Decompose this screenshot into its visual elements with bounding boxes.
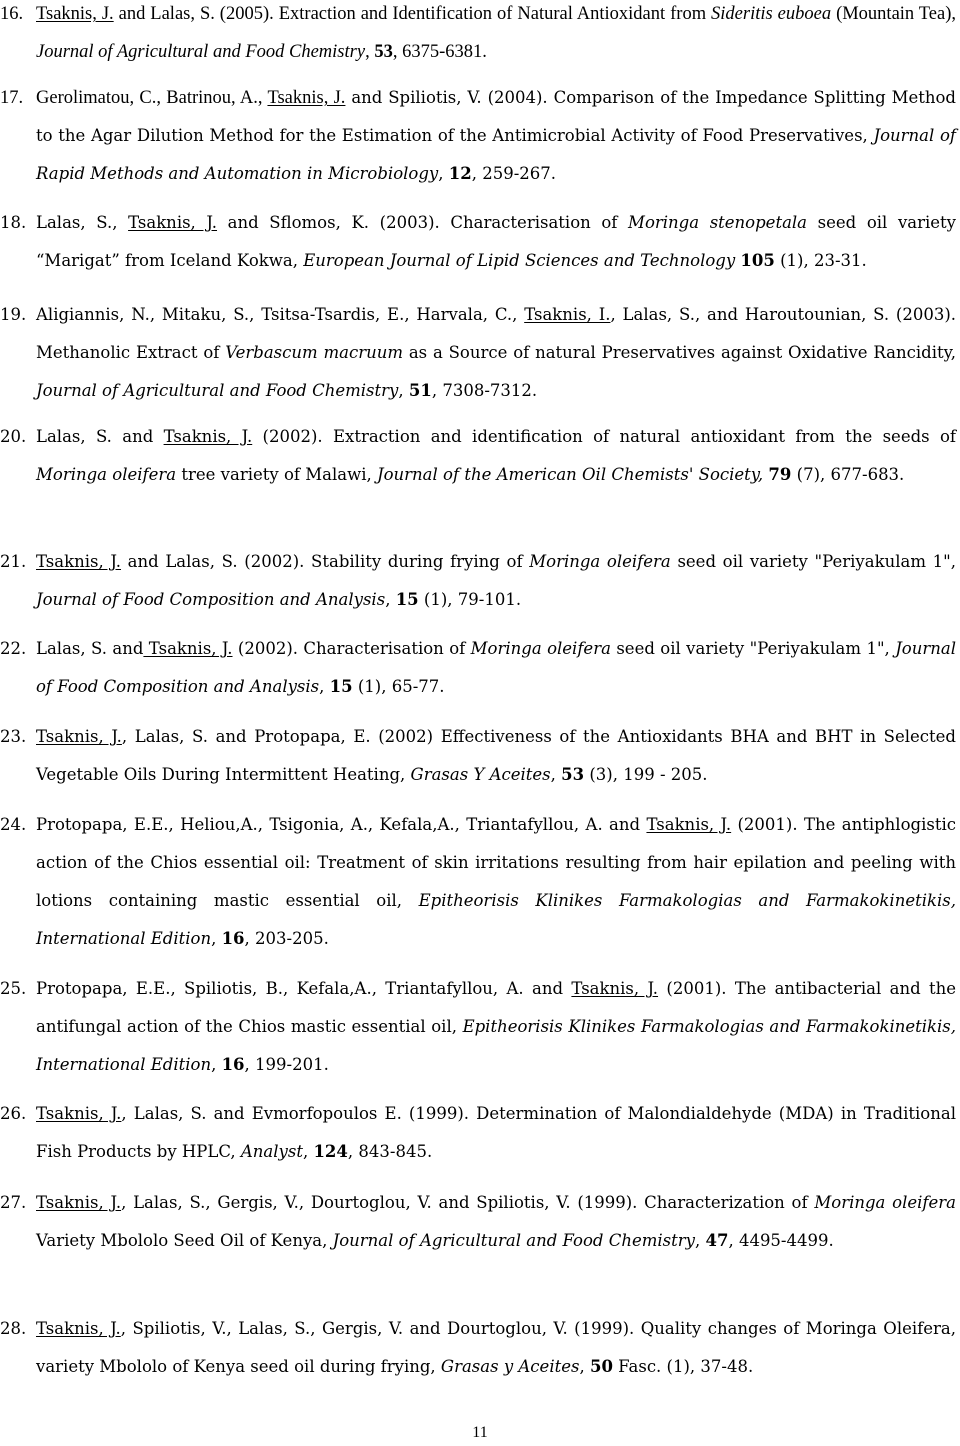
reference-volume: 15: [395, 590, 419, 609]
reference-item: [0, 204, 960, 280]
reference-title-rest: as a Source of natural Preservatives against Oxidative Rancidity,: [403, 343, 956, 362]
reference-volume: 79: [768, 465, 792, 484]
reference-volume: 53: [561, 765, 585, 784]
reference-volume: 12: [448, 164, 472, 183]
reference-authors-rest: and Sflomos, K. (2003). Characterisation of: [217, 213, 629, 232]
highlighted-author: Tsaknis, J.: [36, 552, 121, 571]
reference-pages: (7), 677-683.: [791, 465, 905, 484]
reference-pages: , 4495-4499.: [728, 1231, 834, 1250]
reference-authors-rest: (2001). The antibacterial and the antifungal action of the Chios mastic essential oil,: [36, 979, 956, 1036]
reference-journal: Grasas y Aceites: [440, 1357, 580, 1376]
reference-separator: ,: [211, 1055, 222, 1074]
highlighted-author: Tsaknis, I.: [524, 305, 611, 324]
reference-item: [0, 0, 960, 71]
reference-item: [0, 1184, 960, 1260]
reference-authors-rest: , Lalas, S., and Haroutounian, S. (2003). Methanolic Extract of: [36, 305, 957, 362]
reference-volume: 105: [740, 251, 775, 270]
reference-number: 26.: [0, 1104, 27, 1123]
reference-species: Moringa oleifera: [470, 639, 611, 658]
reference-separator: ,: [302, 1142, 314, 1161]
reference-number: 28.: [0, 1319, 27, 1338]
reference-item: [0, 79, 960, 193]
reference-item: [0, 718, 960, 794]
reference-authors: Lalas, S.,: [36, 213, 129, 232]
reference-journal: Journal of Agricultural and Food Chemistry: [36, 381, 399, 400]
reference-pages: , 199-201.: [244, 1055, 329, 1074]
reference-separator: ,: [550, 765, 562, 784]
reference-authors-rest: , Lalas, S., Gergis, V., Dourtoglou, V. and Spiliotis, V. (1999). Characterization of: [121, 1193, 815, 1212]
reference-item: [0, 1310, 960, 1386]
reference-journal: European Journal of Lipid Sciences and Technology: [303, 251, 736, 270]
reference-number: 20.: [0, 427, 27, 446]
highlighted-author: Tsaknis, J.: [143, 639, 233, 658]
reference-pages: , 203-205.: [244, 929, 329, 948]
reference-authors-rest: (2001). The antiphlogistic action of the Chios essential oil: Treatment of skin irritations resulting from hair epilation and peeling with lotions containing mastic essential oil,: [36, 815, 956, 910]
highlighted-author: Tsaknis, J.: [36, 1193, 122, 1212]
reference-item: [0, 1095, 960, 1171]
reference-authors: Lalas, S. and: [36, 427, 164, 446]
reference-authors: Lalas, S. and: [36, 639, 144, 658]
reference-number: 24.: [0, 815, 27, 834]
reference-pages: , 6375-6381.: [392, 42, 487, 62]
highlighted-author: Tsaknis, J.: [36, 1104, 122, 1123]
reference-number: 16.: [0, 4, 24, 24]
reference-journal: Analyst: [240, 1142, 303, 1161]
reference-title-rest: Variety Mbololo Seed Oil of Kenya,: [36, 1231, 333, 1250]
highlighted-author: Tsaknis, J.: [36, 727, 122, 746]
reference-pages: (3), 199 - 205.: [584, 765, 708, 784]
highlighted-author: Tsaknis, J.: [36, 1319, 121, 1338]
reference-number: 17.: [0, 88, 24, 108]
reference-journal: Journal of Agricultural and Food Chemistry: [332, 1231, 695, 1250]
reference-authors: Protopapa, E.E., Spiliotis, B., Kefala,A., Triantafyllou, A. and: [36, 979, 572, 998]
reference-pages: Fasc. (1), 37-48.: [612, 1357, 754, 1376]
reference-authors-rest: (2002). Extraction and identification of natural antioxidant from the seeds of: [252, 427, 956, 446]
reference-volume: 53: [374, 42, 393, 62]
reference-title-rest: seed oil variety "Periyakulam 1",: [670, 552, 956, 571]
reference-number: 18.: [0, 213, 27, 232]
reference-journal: Epitheorisis Klinikes Farmakologias and Farmakokinetikis, International Edition: [36, 1017, 957, 1074]
reference-species: Moringa stenopetala: [628, 213, 808, 232]
reference-volume: 16: [221, 1055, 245, 1074]
reference-number: 25.: [0, 979, 27, 998]
highlighted-author: Tsaknis, J.: [571, 979, 659, 998]
reference-number: 21.: [0, 552, 27, 571]
reference-journal: Epitheorisis Klinikes Farmakologias and Farmakokinetikis, International Edition: [36, 891, 956, 948]
reference-journal: Journal of Food Composition and Analysis: [36, 590, 386, 609]
reference-volume: 50: [589, 1357, 613, 1376]
reference-species: Moringa oleifera: [814, 1193, 956, 1212]
highlighted-author: Tsaknis, J.: [267, 88, 346, 108]
reference-separator: ,: [579, 1357, 590, 1376]
reference-journal: Grasas Y Aceites: [410, 765, 551, 784]
reference-number: 27.: [0, 1193, 27, 1212]
reference-authors: Aligiannis, N., Mitaku, S., Tsitsa-Tsardis, E., Harvala, C.,: [36, 305, 525, 324]
reference-item: [0, 418, 960, 494]
reference-journal: Journal of Rapid Methods and Automation in Microbiology: [36, 126, 956, 183]
reference-authors: Protopapa, E.E., Heliou,A., Tsigonia, A., Kefala,A., Triantafyllou, A. and: [36, 815, 647, 834]
reference-title-rest: seed oil variety "Periyakulam 1",: [610, 639, 896, 658]
reference-pages: , 7308-7312.: [431, 381, 538, 400]
reference-title-rest: tree variety of Malawi,: [176, 465, 377, 484]
reference-authors-rest: , Lalas, S. and Evmorfopoulos E. (1999). Determination of Malondialdehyde (MDA) in Traditional Fish Products by HPLC,: [36, 1104, 956, 1161]
reference-item: [0, 806, 960, 958]
reference-journal: Journal of Food Composition and Analysis: [36, 639, 956, 696]
reference-separator: ,: [438, 164, 449, 183]
reference-number: 23.: [0, 727, 27, 746]
reference-separator: ,: [211, 929, 222, 948]
reference-item: [0, 630, 960, 706]
highlighted-author: Tsaknis, J.: [163, 427, 253, 446]
reference-authors-rest: and Spiliotis, V. (2004). Comparison of the Impedance Splitting Method to the Agar Dilution Method for the Estimation of the Antimicrobial Activity of Food Preservatives,: [36, 88, 956, 145]
reference-species: Verbascum macruum: [225, 343, 403, 362]
reference-pages: (1), 23-31.: [774, 251, 867, 270]
reference-number: 22.: [0, 639, 27, 658]
reference-item: [0, 970, 960, 1084]
reference-journal: Journal of Agricultural and Food Chemistry: [36, 42, 366, 62]
reference-authors-rest: and Lalas, S. (2002). Stability during frying of: [120, 552, 530, 571]
reference-separator: ,: [365, 42, 375, 62]
reference-title-rest: (Mountain Tea),: [831, 4, 957, 24]
reference-separator: ,: [385, 590, 396, 609]
highlighted-author: Tsaknis, J.: [36, 4, 114, 24]
reference-title-rest: seed oil variety “Marigat” from Iceland Kokwa,: [36, 213, 956, 270]
reference-pages: , 259-267.: [471, 164, 557, 183]
highlighted-author: Tsaknis, J.: [646, 815, 732, 834]
reference-authors-rest: , Lalas, S. and Protopapa, E. (2002) Effectiveness of the Antioxidants BHA and BHT in Selected Vegetable Oils During Intermittent Heating,: [36, 727, 956, 784]
reference-species: Moringa oleifera: [529, 552, 671, 571]
reference-authors-rest: and Lalas, S. (2005). Extraction and Identification of Natural Antioxidant from: [113, 4, 712, 24]
reference-authors: Gerolimatou, C., Batrinou, A.,: [36, 88, 268, 108]
reference-species: Moringa oleifera: [36, 465, 177, 484]
reference-number: 19.: [0, 305, 27, 324]
page-number: 11: [472, 1424, 488, 1441]
reference-volume: 51: [408, 381, 432, 400]
reference-authors-rest: , Spiliotis, V., Lalas, S., Gergis, V. and Dourtoglou, V. (1999). Quality changes of Moringa Oleifera, variety Mbololo of Kenya seed oil during frying,: [36, 1319, 956, 1376]
reference-item: [0, 543, 960, 619]
reference-separator: ,: [319, 677, 330, 696]
reference-separator: ,: [694, 1231, 706, 1250]
reference-volume: 16: [221, 929, 245, 948]
reference-volume: 47: [705, 1231, 729, 1250]
reference-volume: 124: [313, 1142, 348, 1161]
reference-pages: , 843-845.: [347, 1142, 433, 1161]
reference-journal: Journal of the American Oil Chemists' Society,: [376, 465, 764, 484]
highlighted-author: Tsaknis, J.: [128, 213, 218, 232]
reference-authors-rest: (2002). Characterisation of: [232, 639, 471, 658]
reference-species: Sideritis euboea: [711, 4, 832, 24]
reference-pages: (1), 79-101.: [418, 590, 522, 609]
reference-pages: (1), 65-77.: [352, 677, 445, 696]
reference-item: [0, 296, 960, 410]
reference-separator: ,: [398, 381, 409, 400]
reference-volume: 15: [329, 677, 353, 696]
